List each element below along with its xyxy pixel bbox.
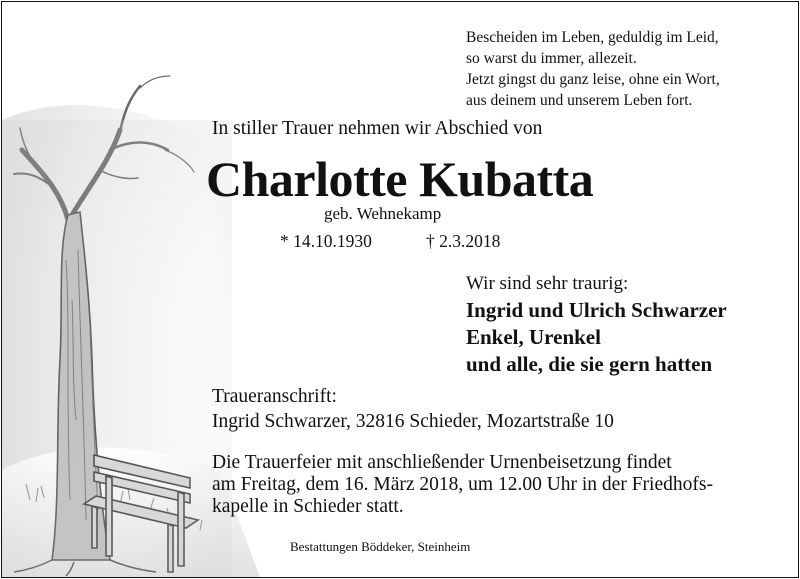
mourning-address: Ingrid Schwarzer, 32816 Schieder, Mozartstraße 10 bbox=[212, 411, 614, 432]
birth-name: geb. Wehnekamp bbox=[324, 204, 442, 223]
memorial-poem bbox=[466, 27, 720, 111]
ceremony-line: kapelle in Schieder statt. bbox=[212, 496, 404, 517]
mourner-line: Enkel, Urenkel bbox=[466, 325, 601, 349]
mourners-intro: Wir sind sehr traurig: bbox=[466, 273, 629, 294]
ceremony-line: Die Trauerfeier mit anschließender Urnenbeisetzung findet bbox=[212, 452, 672, 473]
farewell-intro: In stiller Trauer nehmen wir Abschied von bbox=[212, 118, 543, 139]
mourner-line: Ingrid und Ulrich Schwarzer bbox=[466, 298, 727, 322]
death-date: † 2.3.2018 bbox=[426, 231, 501, 251]
address-label: Traueranschrift: bbox=[212, 386, 337, 407]
deceased-name: Charlotte Kubatta bbox=[206, 151, 594, 207]
poem-line: so warst du immer, allezeit. bbox=[466, 50, 637, 67]
birth-date: * 14.10.1930 bbox=[280, 231, 372, 251]
poem-line: Bescheiden im Leben, geduldig im Leid, bbox=[466, 29, 719, 46]
poem-line: Jetzt gingst du ganz leise, ohne ein Wort, bbox=[466, 71, 720, 88]
ceremony-details bbox=[212, 452, 713, 518]
poem-line: aus deinem und unserem Leben fort. bbox=[466, 92, 693, 109]
mourners-list bbox=[466, 297, 727, 378]
ceremony-line: am Freitag, dem 16. März 2018, um 12.00 Uhr in der Friedhofs- bbox=[212, 474, 713, 495]
undertaker-credit: Bestattungen Böddeker, Steinheim bbox=[290, 539, 471, 554]
mourner-line: und alle, die sie gern hatten bbox=[466, 352, 713, 376]
